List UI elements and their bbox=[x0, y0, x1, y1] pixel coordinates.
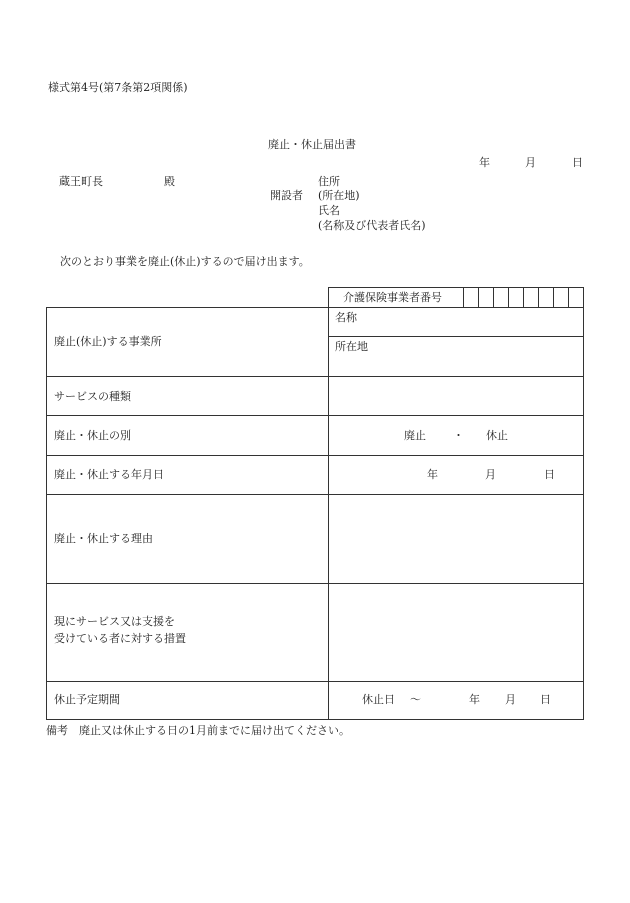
stop-date-day: 日 bbox=[544, 468, 555, 481]
opener-address-label: 住所 bbox=[318, 175, 340, 188]
digit-divider bbox=[538, 287, 539, 307]
row-divider bbox=[46, 415, 583, 416]
period-month: 月 bbox=[505, 693, 516, 706]
row-divider bbox=[328, 336, 583, 337]
measures-label-line2: 受けている者に対する措置 bbox=[54, 632, 186, 645]
digit-divider bbox=[478, 287, 479, 307]
column-divider bbox=[328, 307, 329, 720]
digit-divider bbox=[553, 287, 554, 307]
digit-divider bbox=[523, 287, 524, 307]
row-divider bbox=[46, 681, 583, 682]
digit-divider bbox=[568, 287, 569, 307]
table-border bbox=[46, 307, 47, 720]
provider-number-label: 介護保険事業者番号 bbox=[343, 291, 442, 304]
stop-date-month: 月 bbox=[485, 468, 496, 481]
row-divider bbox=[46, 494, 583, 495]
period-tilde: 〜 bbox=[410, 693, 421, 706]
remarks-note: 備考 廃止又は休止する日の1月前までに届け出てください。 bbox=[46, 724, 350, 737]
option-stop[interactable]: 廃止 bbox=[404, 429, 426, 442]
document-title: 廃止・休止届出書 bbox=[268, 138, 356, 151]
stop-date-label: 廃止・休止する年月日 bbox=[54, 468, 164, 481]
honorific: 殿 bbox=[164, 175, 175, 188]
period-day: 日 bbox=[540, 693, 551, 706]
period-year: 年 bbox=[469, 693, 480, 706]
option-separator: ・ bbox=[453, 429, 464, 442]
row-divider bbox=[46, 583, 583, 584]
table-border bbox=[583, 307, 584, 720]
stop-type-label: 廃止・休止の別 bbox=[54, 429, 131, 442]
office-name-label: 名称 bbox=[335, 311, 357, 324]
table-border bbox=[328, 287, 583, 288]
digit-divider bbox=[493, 287, 494, 307]
reason-label: 廃止・休止する理由 bbox=[54, 532, 153, 545]
stop-date-year: 年 bbox=[427, 468, 438, 481]
digit-divider bbox=[463, 287, 464, 307]
opener-representative-label: (名称及び代表者氏名) bbox=[318, 219, 426, 232]
opener-location-label: (所在地) bbox=[318, 189, 360, 202]
option-suspend[interactable]: 休止 bbox=[486, 429, 508, 442]
period-label: 休止予定期間 bbox=[54, 693, 120, 706]
measures-label-line1: 現にサービス又は支援を bbox=[54, 615, 175, 628]
date-month-label: 月 bbox=[525, 156, 536, 169]
row-divider bbox=[46, 376, 583, 377]
office-location-label: 所在地 bbox=[335, 340, 368, 353]
table-border bbox=[583, 287, 584, 307]
table-border bbox=[46, 307, 583, 308]
table-border bbox=[328, 287, 329, 307]
date-day-label: 日 bbox=[572, 156, 583, 169]
table-border bbox=[46, 719, 584, 720]
statement-text: 次のとおり事業を廃止(休止)するので届け出ます。 bbox=[60, 255, 310, 268]
office-row-label: 廃止(休止)する事業所 bbox=[54, 335, 162, 348]
opener-name-label: 氏名 bbox=[318, 204, 340, 217]
date-year-label: 年 bbox=[479, 156, 490, 169]
service-type-label: サービスの種類 bbox=[54, 390, 131, 403]
period-start-label: 休止日 bbox=[362, 693, 395, 706]
form-number: 様式第4号(第7条第2項関係) bbox=[48, 81, 188, 94]
opener-label: 開設者 bbox=[270, 189, 303, 202]
digit-divider bbox=[508, 287, 509, 307]
row-divider bbox=[46, 455, 583, 456]
addressee: 蔵王町長 bbox=[59, 175, 103, 188]
